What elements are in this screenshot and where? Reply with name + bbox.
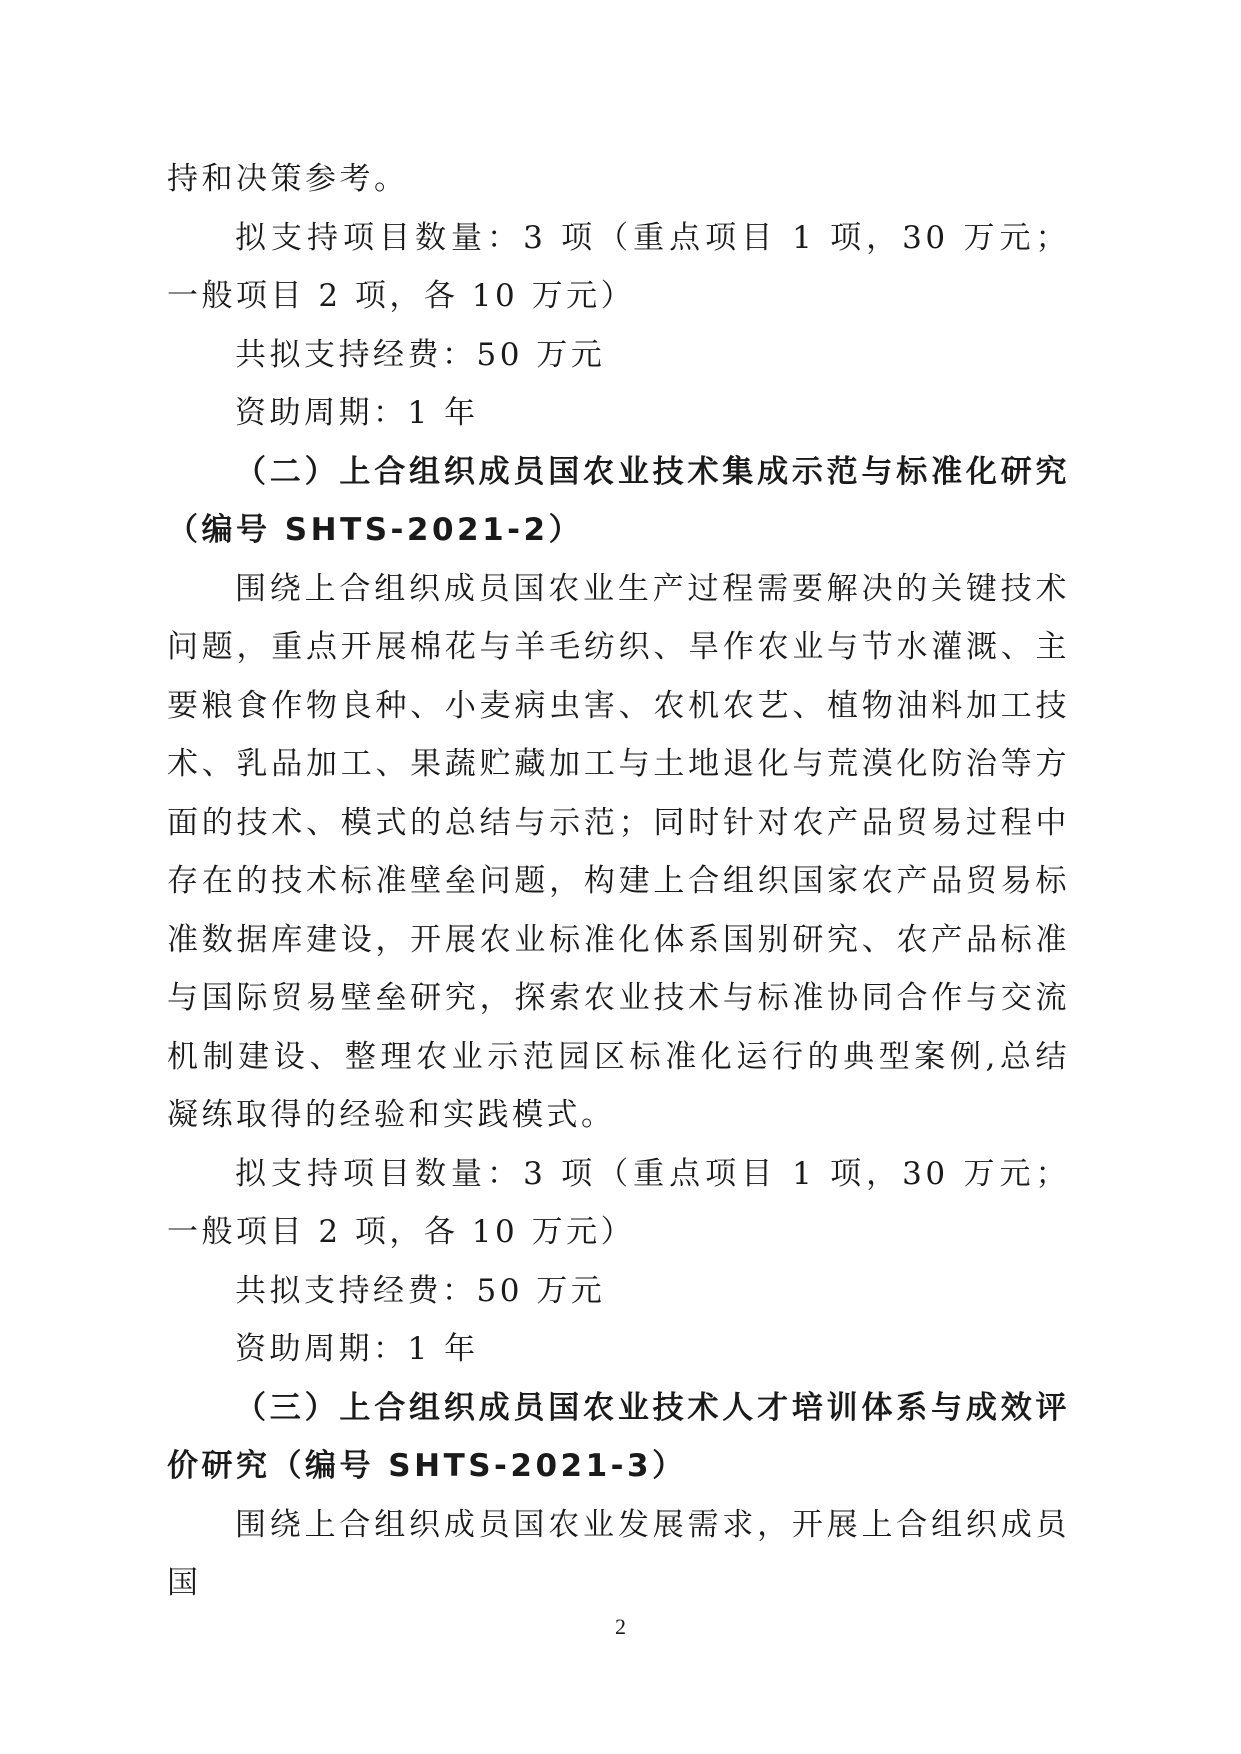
- document-body: [167, 150, 1070, 1613]
- paragraph-project-count-2: 拟支持项目数量：3 项（重点项目 1 项，30 万元；一般项目 2 项，各 10 万元）: [167, 1155, 1070, 1250]
- paragraph-funding-2: 共拟支持经费：50 万元: [235, 1272, 606, 1309]
- paragraph-project-count-1: 拟支持项目数量：3 项（重点项目 1 项，30 万元；一般项目 2 项，各 10 万元）: [167, 219, 1070, 314]
- paragraph-period-1: 资助周期：1 年: [235, 395, 479, 431]
- section-heading-3: （三）上合组织成员国农业技术人才培训体系与成效评价研究（编号 SHTS-2021-3）: [167, 1389, 1070, 1484]
- paragraph-period-2: 资助周期：1 年: [235, 1331, 479, 1367]
- paragraph-funding-1: 共拟支持经费：50 万元: [235, 336, 606, 373]
- paragraph-continuation: 持和决策参考。: [167, 161, 409, 197]
- paragraph-section-2-description: 围绕上合组织成员国农业生产过程需要解决的关键技术问题，重点开展棉花与羊毛纺织、旱作农业与节水灌溉、主要粮食作物良种、小麦病虫害、农机农艺、植物油料加工技术、乳品加工、果蔬贮藏加工与土地退化与荒漠化防治等方面的技术、模式的总结与示范；同时针对农产品贸易过程中存在的技术标准壁垒问题，构建上合组织国家农产品贸易标准数据库建设，开展农业标准化体系国别研究、农产品标准与国际贸易壁垒研究，探索农业技术与标准协同合作与交流机制建设、整理农业示范园区标准化运行的典型案例,总结凝练取得的经验和实践模式。: [167, 570, 1070, 1133]
- section-heading-2: （二）上合组织成员国农业技术集成示范与标准化研究（编号 SHTS-2021-2）: [167, 453, 1070, 548]
- page-number: 2: [615, 1614, 626, 1639]
- paragraph-section-3-description: 围绕上合组织成员国农业发展需求，开展上合组织成员国: [167, 1506, 1070, 1601]
